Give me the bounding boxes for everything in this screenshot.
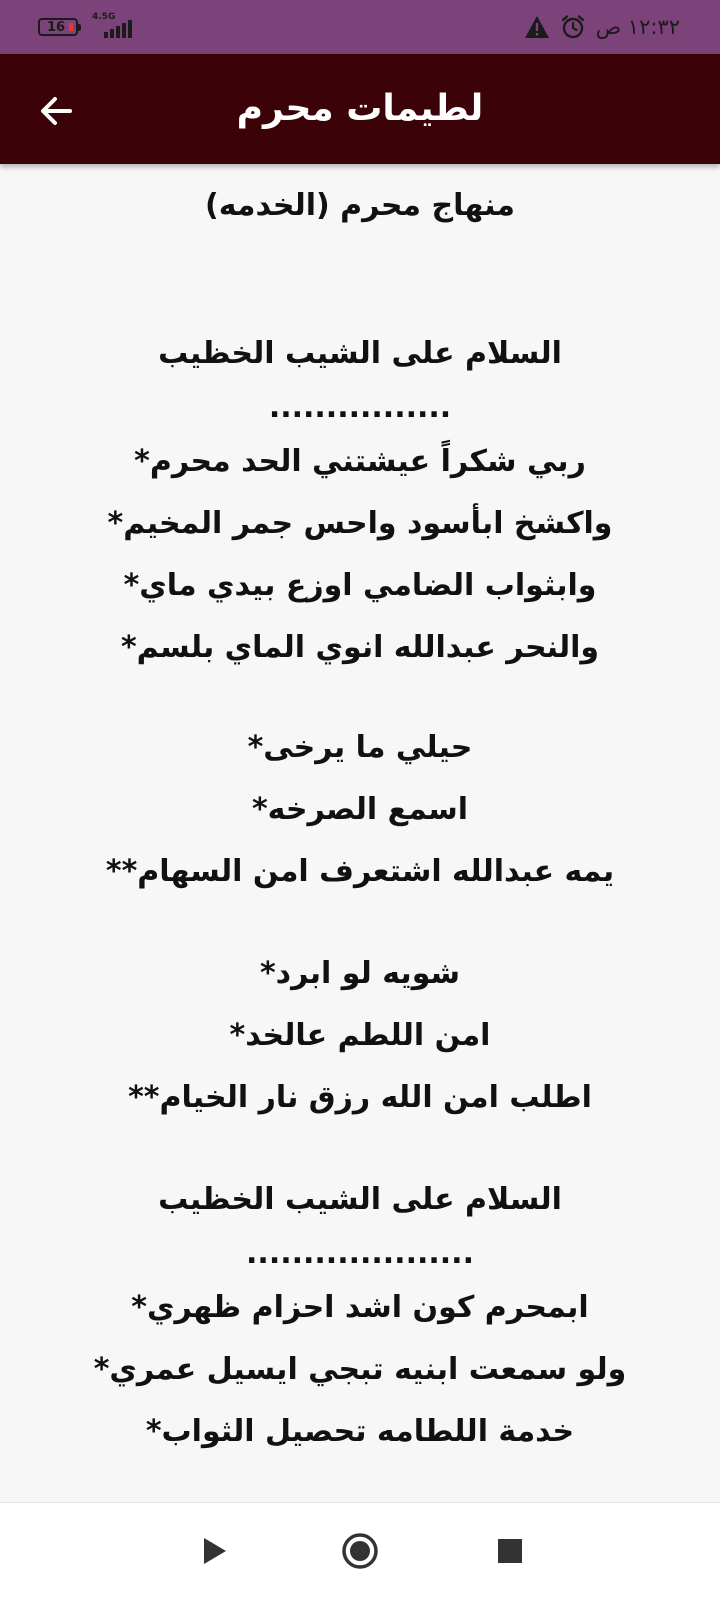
- poem-line: خدمة اللطامه تحصيل الثواب*: [145, 1414, 575, 1449]
- status-bar-left: [38, 0, 132, 54]
- play-button[interactable]: [192, 1529, 236, 1573]
- status-bar: [0, 0, 720, 54]
- poem-line-separator: ................: [268, 390, 452, 425]
- poem-line: وابثواب الضامي اوزع بيدي ماي*: [123, 568, 597, 603]
- page-title: لطيمات محرم: [236, 88, 484, 129]
- poem-line: واكشخ ابأسود واحس جمر المخيم*: [107, 506, 613, 541]
- stop-icon: [497, 1538, 523, 1564]
- signal-icon: [92, 14, 132, 40]
- play-icon: [200, 1536, 228, 1566]
- poem-line-separator: ....................: [246, 1236, 474, 1271]
- poem-line: اطلب امن الله رزق نار الخيام**: [128, 1080, 592, 1115]
- battery-level-fill: [69, 23, 73, 31]
- poem-line: السلام على الشيب الخظيب: [158, 336, 562, 371]
- poem-content: [0, 164, 720, 1502]
- record-button[interactable]: [338, 1529, 382, 1573]
- network-type-label: 4.5G: [92, 12, 116, 22]
- app-bar: [0, 54, 720, 164]
- poem-line: والنحر عبدالله انوي الماي بلسم*: [120, 630, 600, 665]
- poem-line: اسمع الصرخه*: [251, 792, 469, 827]
- poem-line: يمه عبدالله اشتعرف امن السهام**: [105, 854, 615, 889]
- media-controls-bar: [0, 1502, 720, 1601]
- alarm-icon: [560, 14, 586, 40]
- battery-level: 16: [46, 19, 66, 35]
- record-icon: [340, 1531, 380, 1571]
- poem-line: ابمحرم كون اشد احزام ظهري*: [131, 1290, 589, 1325]
- poem-line: شويه لو ابرد*: [259, 956, 461, 991]
- warning-icon: [524, 15, 550, 39]
- stop-button[interactable]: [488, 1529, 532, 1573]
- poem-line: ولو سمعت ابنيه تبجي ايسيل عمري*: [93, 1352, 627, 1387]
- poem-line: ربي شكراً عيشتني الحد محرم*: [134, 444, 586, 479]
- poem-line: امن اللطم عالخد*: [229, 1018, 491, 1053]
- status-time: ١٢:٣٢ ص: [595, 15, 680, 39]
- status-bar-right: [524, 0, 680, 54]
- poem-line: حيلي ما يرخى*: [247, 730, 473, 765]
- poem-line: السلام على الشيب الخظيب: [158, 1182, 562, 1217]
- battery-icon: [38, 18, 78, 36]
- signal-bars: [104, 20, 132, 38]
- poem-subtitle: منهاج محرم (الخدمه): [205, 188, 515, 223]
